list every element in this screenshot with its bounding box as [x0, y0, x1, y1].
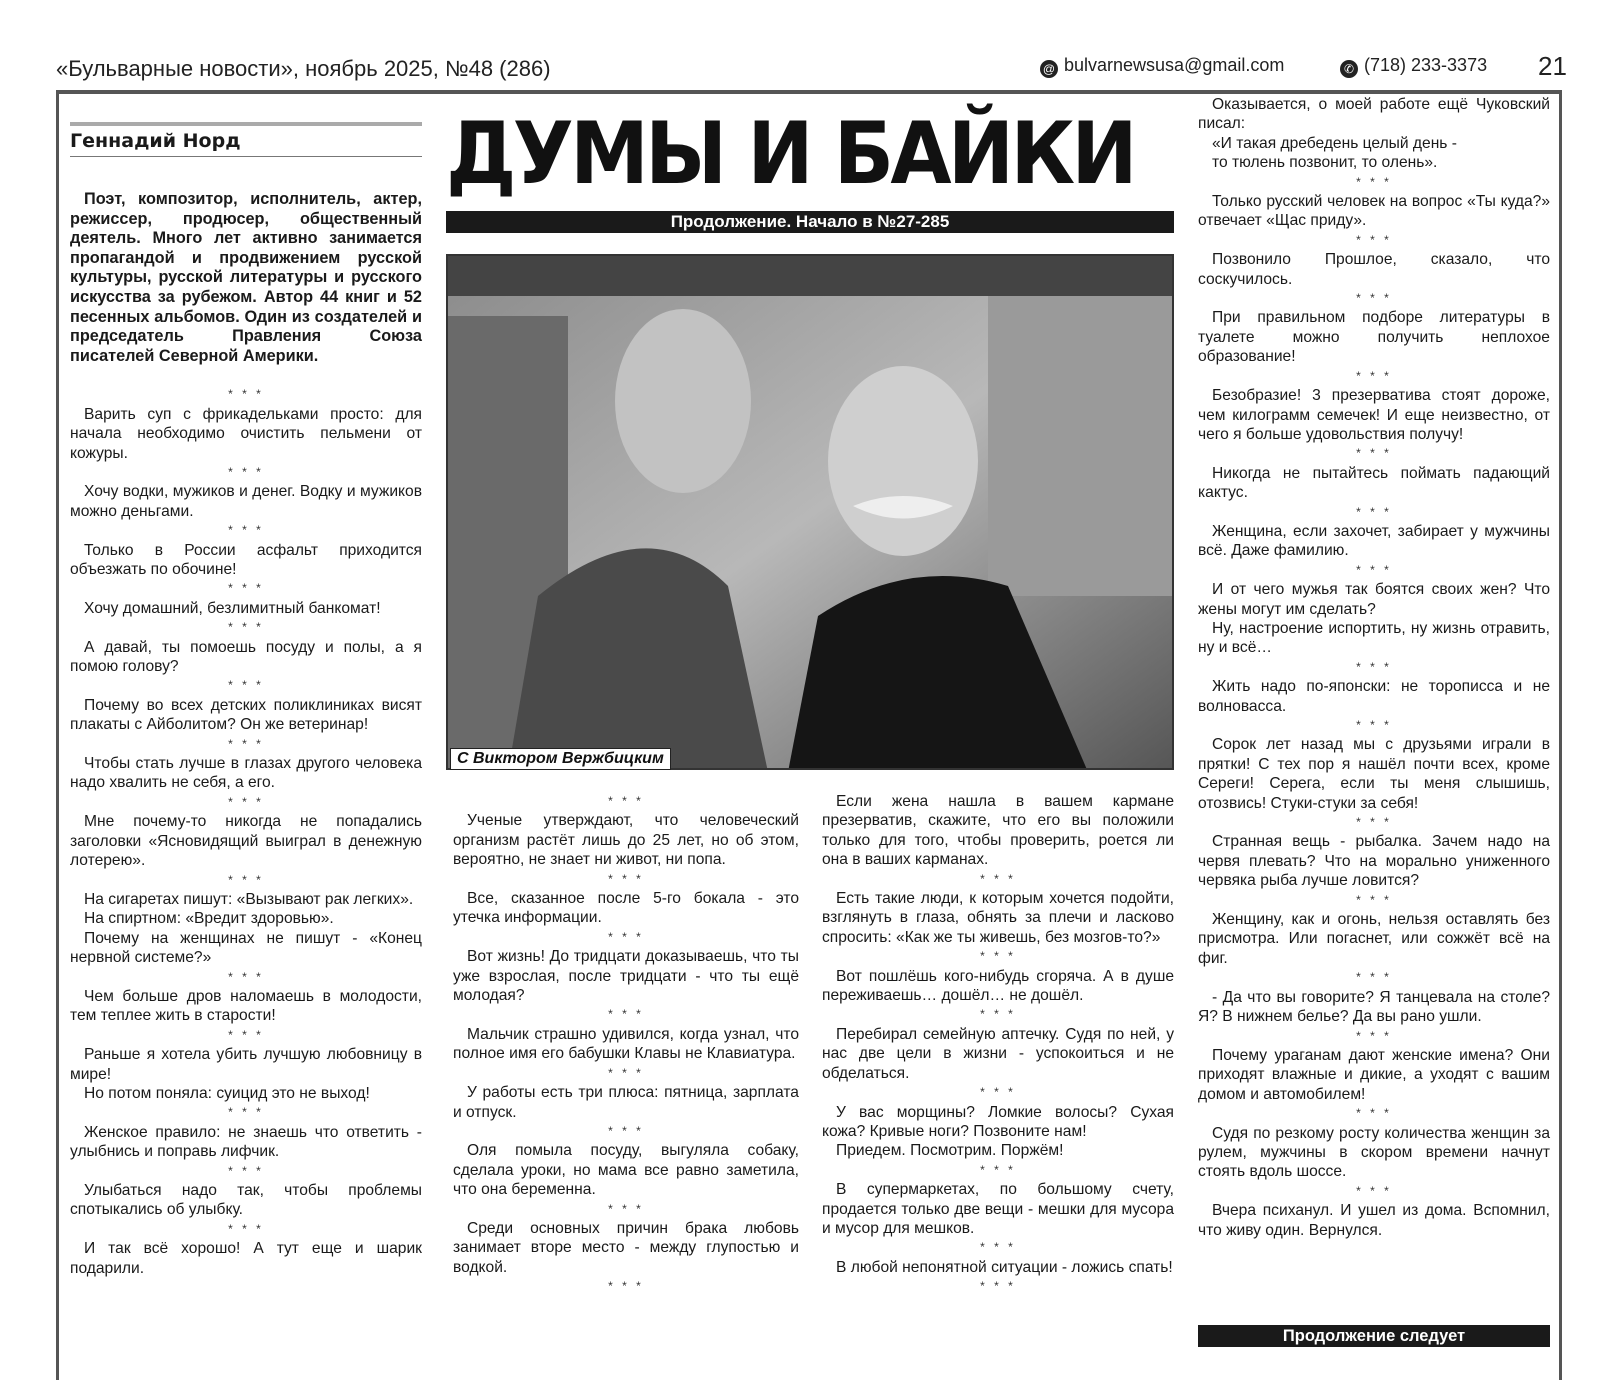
joke-paragraph: - Да что вы говорите? Я танцевала на столе? Я? В нижнем белье? Да вы рано ушли.: [1198, 988, 1550, 1026]
separator: * * *: [980, 1240, 1016, 1255]
joke-paragraph: Приедем. Посмотрим. Поржём!: [836, 1142, 1064, 1160]
separator: * * *: [1356, 368, 1392, 383]
separator: * * *: [1356, 659, 1392, 674]
separator: * * *: [980, 871, 1016, 886]
joke: [822, 1180, 1174, 1238]
joke: [1198, 308, 1550, 366]
separator: * * *: [1356, 562, 1392, 577]
joke-paragraph: Женское правило: не знаешь что ответить - улыбнись и поправь лифчик.: [70, 1123, 422, 1161]
separator: * * *: [1356, 815, 1392, 830]
joke-paragraph: У вас морщины? Ломкие волосы? Сухая кожа? Кривые ноги? Позвоните нам!: [822, 1103, 1174, 1140]
joke-paragraph: У работы есть три плюса: пятница, зарплата и отпуск.: [453, 1084, 799, 1121]
separator: * * *: [608, 794, 644, 808]
joke-paragraph: Почему на женщинах не пишут - «Конец нервной системе?»: [70, 929, 422, 967]
column-1: [70, 190, 422, 1278]
joke: [1198, 192, 1550, 231]
joke-paragraph: Сорок лет назад мы с друзьями играли в прятки! С тех пор я нашёл почти всех, кроме Сереги! Серега, если ты меня слышишь, отозвись! Стуки-стуки за себя!: [1198, 736, 1550, 812]
joke: [453, 811, 799, 869]
joke: [1198, 735, 1550, 813]
joke: [822, 967, 1174, 1006]
joke: [70, 541, 422, 580]
joke: [822, 1258, 1174, 1277]
joke: [1198, 386, 1550, 444]
separator: * * *: [1356, 892, 1392, 907]
joke-paragraph: Мальчик страшно удивился, когда узнал, что полное имя его бабушки Клавы не Клавиатура.: [453, 1025, 799, 1063]
joke: [1198, 677, 1550, 716]
joke-paragraph: Если жена нашла в вашем кармане презерватив, скажите, что его вы положили только для того, чтобы проверить, роется ли она в ваших карманах.: [822, 793, 1174, 869]
separator: * * *: [228, 464, 264, 479]
joke-paragraph: Женщину, как и огонь, нельзя оставлять без присмотра. Или погаснет, или сожжёт всё на фиг.: [1198, 911, 1550, 967]
joke: [1198, 1046, 1550, 1104]
joke: [70, 638, 422, 677]
joke: [70, 1045, 422, 1103]
joke-paragraph: И так всё хорошо! А тут еще и шарик подарили.: [70, 1240, 422, 1277]
joke: [1198, 250, 1550, 289]
joke-paragraph: «И такая дребедень целый день -: [1212, 134, 1457, 152]
separator: * * *: [608, 871, 644, 886]
email-icon: @: [1040, 60, 1058, 78]
phone-contact[interactable]: [1340, 55, 1487, 78]
joke: [822, 1025, 1174, 1083]
joke-paragraph: При правильном подборе литературы в туалете можно получить неплохое образование!: [1198, 309, 1550, 366]
separator: * * *: [608, 1279, 644, 1294]
joke-paragraph: Хочу домашний, безлимитный банкомат!: [84, 599, 381, 617]
page-number: 21: [1538, 51, 1567, 81]
separator: * * *: [980, 1162, 1016, 1177]
separator: * * *: [228, 1221, 264, 1236]
joke-paragraph: А давай, ты помоешь посуду и полы, а я помою голову?: [70, 638, 422, 676]
joke: [1198, 832, 1550, 890]
separator: * * *: [228, 794, 264, 809]
separator: * * *: [1356, 718, 1392, 732]
joke: [1198, 1201, 1550, 1240]
joke-paragraph: На сигаретах пишут: «Вызывают рак легких».: [84, 890, 414, 908]
separator: * * *: [228, 387, 264, 402]
joke-paragraph: Перебирал семейную аптечку. Судя по ней, у нас две цели в жизни - успокоиться и не обделаться.: [822, 1025, 1174, 1082]
continuation-banner: Продолжение. Начало в №27-285: [446, 211, 1174, 233]
author-bar: [70, 122, 422, 157]
photo-image: [448, 256, 1174, 770]
separator: * * *: [228, 523, 264, 538]
joke-paragraph: Раньше я хотела убить лучшую любовницу в мире!: [70, 1046, 422, 1083]
joke-paragraph: В любой непонятной ситуации - ложись спать!: [836, 1258, 1173, 1276]
masthead: «Бульварные новости», ноябрь 2025, №48 (286): [56, 56, 551, 81]
joke: [1198, 1124, 1550, 1182]
joke-paragraph: Ученые утверждают, что человеческий организм растёт лишь до 25 лет, но об этом, вероятно, не знает ни живот, ни попа.: [453, 812, 799, 869]
joke: [1198, 580, 1550, 658]
joke-paragraph: Почему во всех детских поликлиниках висят плакаты с Айболитом? Он же ветеринар!: [70, 696, 422, 734]
joke: [822, 792, 1174, 870]
separator: * * *: [1356, 504, 1392, 519]
separator: * * *: [980, 1085, 1016, 1100]
joke: [453, 1083, 799, 1122]
joke-paragraph: Только в России асфальт приходится объезжать по обочине!: [70, 541, 422, 578]
separator: * * *: [1356, 1028, 1392, 1043]
joke-paragraph: то тюлень позвонит, то олень».: [1212, 154, 1438, 172]
joke: [70, 812, 422, 870]
joke-paragraph: Безобразие! 3 презерватива стоят дороже, чем килограмм семечек! И еще неизвестно, от чего я больше удовольствия получу!: [1198, 387, 1550, 443]
joke-paragraph: Судя по резкому росту количества женщин за рулем, мужчины в скором времени начнут стоять вдоль шоссе.: [1198, 1124, 1550, 1181]
joke-paragraph: На спиртном: «Вредит здоровью».: [84, 910, 334, 928]
joke-paragraph: Хочу водки, мужиков и денег. Водку и мужиков можно деньгами.: [70, 483, 422, 520]
joke: [453, 947, 799, 1005]
separator: * * *: [1356, 232, 1392, 247]
joke: [1198, 988, 1550, 1027]
joke-paragraph: Странная вещь - рыбалка. Зачем надо на червя плевать? Что на морально униженного червяка рыба лучше ловится?: [1198, 833, 1550, 890]
joke-paragraph: Жить надо по-японски: не торописса и не волновасса.: [1198, 678, 1550, 715]
joke: [70, 696, 422, 735]
separator: * * *: [608, 1201, 644, 1216]
separator: * * *: [228, 620, 264, 635]
phone-icon: ✆: [1340, 60, 1358, 78]
email-text: bulvarnewsusa@gmail.com: [1064, 55, 1285, 75]
separator: * * *: [1356, 1183, 1392, 1198]
joke: [822, 889, 1174, 947]
joke: [70, 987, 422, 1026]
joke-paragraph: Только русский человек на вопрос «Ты куда?» отвечает «Щас приду».: [1198, 193, 1550, 230]
column-2: [453, 792, 799, 1297]
joke-paragraph: Мне почему-то никогда не попадались заголовки «Ясновидящий выиграл в денежную лотерею».: [70, 813, 422, 870]
joke-paragraph: Чтобы стать лучше в глазах другого человека надо хвалить не себя, а его.: [70, 755, 422, 792]
joke-paragraph: Почему ураганам дают женские имена? Они приходят влажные и дикие, а уходят с вашим домом и автомобилем!: [1198, 1046, 1550, 1103]
column-4: [1198, 95, 1550, 1240]
continued-banner: Продолжение следует: [1198, 1325, 1550, 1347]
separator: * * *: [608, 929, 644, 944]
separator: * * *: [228, 969, 264, 984]
joke: [70, 482, 422, 521]
joke: [453, 1219, 799, 1277]
separator: * * *: [608, 1123, 644, 1138]
phone-text: (718) 233-3373: [1364, 55, 1488, 75]
article-title: ДУМЫ И БАЙКИ: [446, 104, 1134, 204]
joke-paragraph: Есть такие люди, к которым хочется подойти, взглянуть в глаза, обнять за плечи и ласково спросить: «Как же ты живешь, без мозгов-то?»: [822, 890, 1174, 946]
photo-caption: С Виктором Вержбицким: [450, 748, 671, 770]
joke-paragraph: Вот жизнь! До тридцати доказываешь, что ты уже взрослая, после тридцати - что ты ещё молодая?: [453, 948, 799, 1005]
joke-paragraph: Вчера психанул. И ушел из дома. Вспомнил, что живу один. Вернулся.: [1198, 1202, 1550, 1239]
joke: [1198, 910, 1550, 968]
joke: [1198, 522, 1550, 561]
separator: * * *: [228, 872, 264, 887]
joke-paragraph: Женщина, если захочет, забирает у мужчины всё. Даже фамилию.: [1198, 522, 1550, 560]
joke-paragraph: И от чего мужья так боятся своих жен? Что жены могут им сделать?: [1198, 581, 1550, 618]
separator: * * *: [228, 1027, 264, 1042]
joke: [70, 890, 422, 968]
joke: [1198, 95, 1550, 173]
separator: * * *: [228, 678, 264, 693]
separator: * * *: [1356, 174, 1392, 189]
joke: [70, 599, 422, 618]
joke-paragraph: В супермаркетах, по большому счету, продается только две вещи - мешки для мусора и мусор для мешков.: [822, 1181, 1174, 1237]
joke-paragraph: Оказывается, о моей работе ещё Чуковский писал:: [1198, 96, 1550, 133]
joke: [453, 1025, 799, 1064]
joke: [453, 1141, 799, 1199]
separator: * * *: [228, 581, 264, 596]
separator: * * *: [1356, 446, 1392, 461]
separator: * * *: [980, 949, 1016, 964]
joke-paragraph: Но потом поняла: суицид это не выход!: [84, 1084, 370, 1102]
joke-paragraph: Варить суп с фрикадельками просто: для начала необходимо очистить пельмени от кожуры.: [70, 405, 422, 462]
separator: * * *: [228, 1163, 264, 1178]
separator: * * *: [228, 1105, 264, 1120]
joke-paragraph: Среди основных причин брака любовь занимает вторе место - между глупостью и водкой.: [453, 1219, 799, 1276]
separator: * * *: [608, 1007, 644, 1022]
joke: [70, 1123, 422, 1162]
author-bio: Поэт, композитор, исполнитель, актер, режиссер, продюсер, общественный деятель. Много лет активно занимается пропагандой и продвижением русской культуры, русской литературы и русского искусства за рубежом. Автор 44 книг и 52 песенных альбомов. Один из создателей и председатель Правления Союза писателей Северной Америки.: [70, 190, 422, 365]
joke: [70, 754, 422, 793]
email-contact[interactable]: [1040, 55, 1284, 78]
joke-paragraph: Ну, настроение испортить, ну жизнь отравить, ну и всё…: [1198, 619, 1550, 657]
separator: * * *: [608, 1065, 644, 1080]
joke: [70, 405, 422, 463]
separator: * * *: [980, 1007, 1016, 1022]
joke: [1198, 464, 1550, 503]
joke: [453, 889, 799, 928]
column-3: [822, 792, 1174, 1297]
separator: * * *: [1356, 1106, 1392, 1121]
author-name: Геннадий Норд: [70, 130, 241, 152]
joke-paragraph: Позвонило Прошлое, сказало, что соскучилось.: [1198, 251, 1550, 288]
separator: * * *: [1356, 291, 1392, 306]
joke: [70, 1181, 422, 1220]
joke-paragraph: Вот пошлёшь кого-нибудь сгоряча. А в душе переживаешь… дошёл… не дошёл.: [822, 967, 1174, 1005]
separator: * * *: [1356, 970, 1392, 985]
separator: * * *: [980, 1279, 1016, 1294]
joke-paragraph: Все, сказанное после 5-го бокала - это утечка информации.: [453, 890, 799, 927]
joke-paragraph: Чем больше дров наломаешь в молодости, тем теплее жить в старости!: [70, 987, 422, 1025]
separator: * * *: [228, 736, 264, 751]
joke: [70, 1239, 422, 1278]
joke-paragraph: Улыбаться надо так, чтобы проблемы спотыкались об улыбку.: [70, 1182, 422, 1219]
joke-paragraph: Никогда не пытайтесь поймать падающий кактус.: [1198, 464, 1550, 502]
photo: [446, 254, 1174, 770]
joke-paragraph: Оля помыла посуду, выгуляла собаку, сделала уроки, но мама все равно заметила, что она беременна.: [453, 1142, 799, 1199]
joke: [822, 1103, 1174, 1161]
